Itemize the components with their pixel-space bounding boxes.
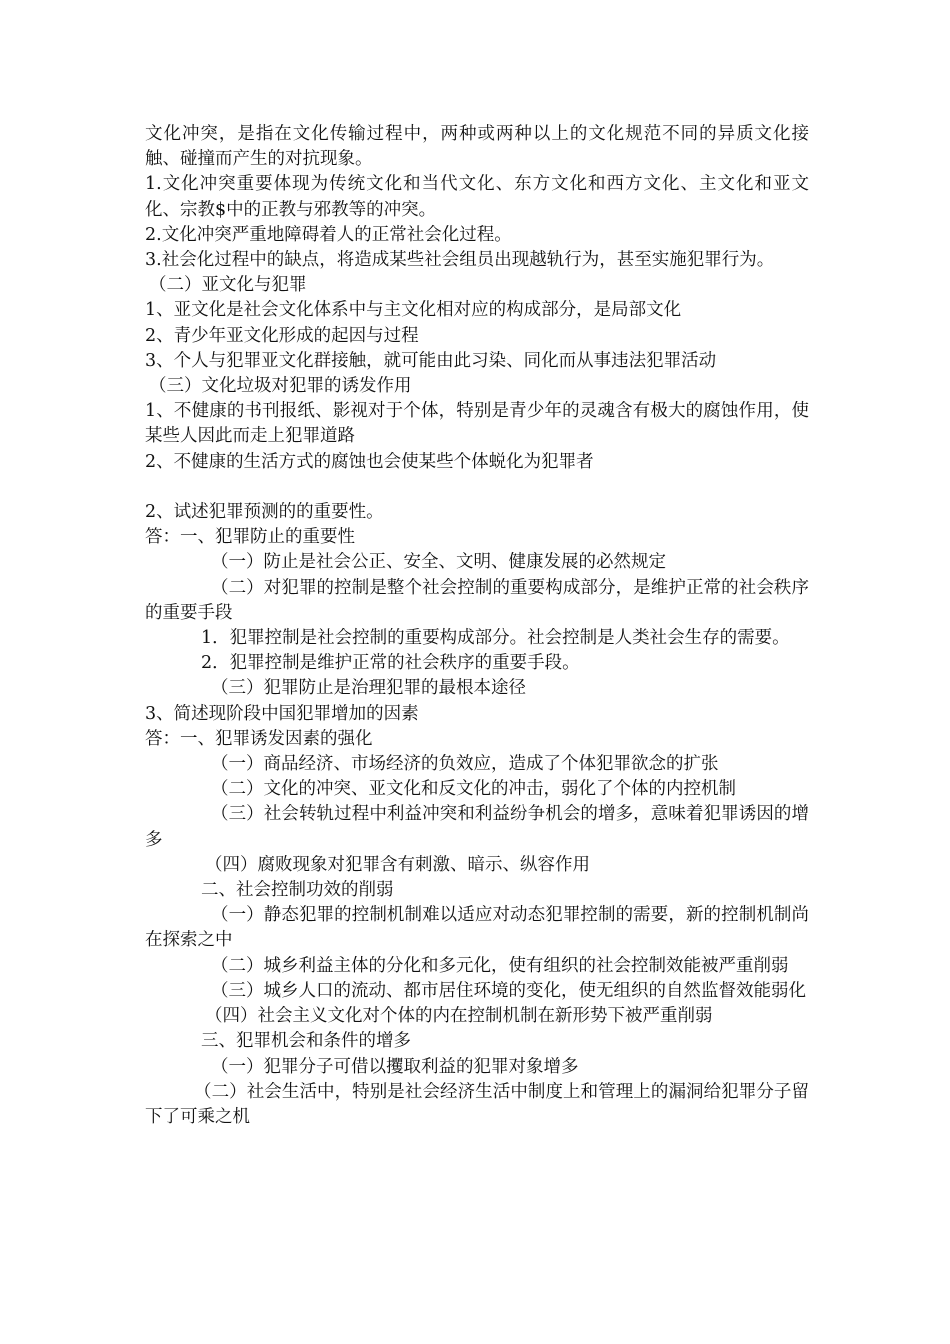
blank-line xyxy=(145,475,809,500)
paragraph-culture-conflict-definition: 文化冲突，是指在文化传输过程中，两种或两种以上的文化规范不同的异质文化接触、碰撞而产生的对抗现象。 xyxy=(145,124,809,170)
answer-2-subitem-2: 2．犯罪控制是维护正常的社会秩序的重要手段。 xyxy=(201,653,580,674)
paragraph-subculture-3: 3、个人与犯罪亚文化群接触，就可能由此习染、同化而从事违法犯罪活动 xyxy=(145,350,717,371)
document-body xyxy=(145,122,809,1130)
section-heading-subculture: （二）亚文化与犯罪 xyxy=(149,275,307,296)
answer-2-section-1: 答：一、犯罪防止的重要性 xyxy=(145,527,355,548)
answer-3-section-1: 答：一、犯罪诱发因素的强化 xyxy=(145,728,373,749)
answer-2-item-1: （一）防止是社会公正、安全、文明、健康发展的必然规定 xyxy=(211,552,666,573)
answer-3-section-3: 三、犯罪机会和条件的增多 xyxy=(201,1031,411,1052)
answer-3-s3-item-2: （二）社会生活中，特别是社会经济生活中制度上和管理上的漏洞给犯罪分子留下了可乘之机 xyxy=(145,1081,809,1127)
answer-3-s1-item-1: （一）商品经济、市场经济的负效应，造成了个体犯罪欲念的扩张 xyxy=(211,754,719,775)
paragraph-subculture-2: 2、青少年亚文化形成的起因与过程 xyxy=(145,325,419,346)
answer-3-s2-item-1: （一）静态犯罪的控制机制难以适应对动态犯罪控制的需要，新的控制机制尚在探索之中 xyxy=(145,905,809,951)
paragraph-point-1: 1.文化冲突重要体现为传统文化和当代文化、东方文化和西方文化、主文化和亚文化、宗教$中的正教与邪教等的冲突。 xyxy=(145,174,809,220)
paragraph-subculture-1: 1、亚文化是社会文化体系中与主文化相对应的构成部分，是局部文化 xyxy=(145,300,682,321)
answer-3-s2-item-2: （二）城乡利益主体的分化和多元化，使有组织的社会控制效能被严重削弱 xyxy=(211,955,789,976)
paragraph-point-3: 3.社会化过程中的缺点，将造成某些社会组员出现越轨行为，甚至实施犯罪行为。 xyxy=(145,250,775,271)
answer-3-s1-item-4: （四）腐败现象对犯罪含有刺激、暗示、纵容作用 xyxy=(205,854,590,875)
answer-3-s3-item-1: （一）犯罪分子可借以攫取利益的犯罪对象增多 xyxy=(211,1056,579,1077)
answer-3-s1-item-2: （二）文化的冲突、亚文化和反文化的冲击，弱化了个体的内控机制 xyxy=(211,779,736,800)
section-heading-cultural-garbage: （三）文化垃圾对犯罪的诱发作用 xyxy=(149,376,412,397)
paragraph-garbage-1: 1、不健康的书刊报纸、影视对于个体，特别是青少年的灵魂含有极大的腐蚀作用，使某些人因此而走上犯罪道路 xyxy=(145,401,809,447)
question-3-heading: 3、简述现阶段中国犯罪增加的因素 xyxy=(145,703,419,724)
answer-2-subitem-1: 1．犯罪控制是社会控制的重要构成部分。社会控制是人类社会生存的需要。 xyxy=(201,628,790,649)
paragraph-garbage-2: 2、不健康的生活方式的腐蚀也会使某些个体蜕化为犯罪者 xyxy=(145,451,594,472)
answer-3-s2-item-3: （三）城乡人口的流动、都市居住环境的变化，使无组织的自然监督效能弱化 xyxy=(211,980,806,1001)
answer-3-s1-item-3: （三）社会转轨过程中利益冲突和利益纷争机会的增多，意味着犯罪诱因的增多 xyxy=(145,804,809,850)
answer-2-item-2: （二）对犯罪的控制是整个社会控制的重要构成部分，是维护正常的社会秩序的重要手段 xyxy=(145,577,809,623)
answer-3-section-2: 二、社会控制功效的削弱 xyxy=(201,880,394,901)
question-2-heading: 2、试述犯罪预测的的重要性。 xyxy=(145,502,384,523)
paragraph-point-2: 2.文化冲突严重地障碍着人的正常社会化过程。 xyxy=(145,224,512,245)
answer-2-item-3: （三）犯罪防止是治理犯罪的最根本途径 xyxy=(211,678,526,699)
answer-3-s2-item-4: （四）社会主义文化对个体的内在控制机制在新形势下被严重削弱 xyxy=(205,1006,713,1027)
